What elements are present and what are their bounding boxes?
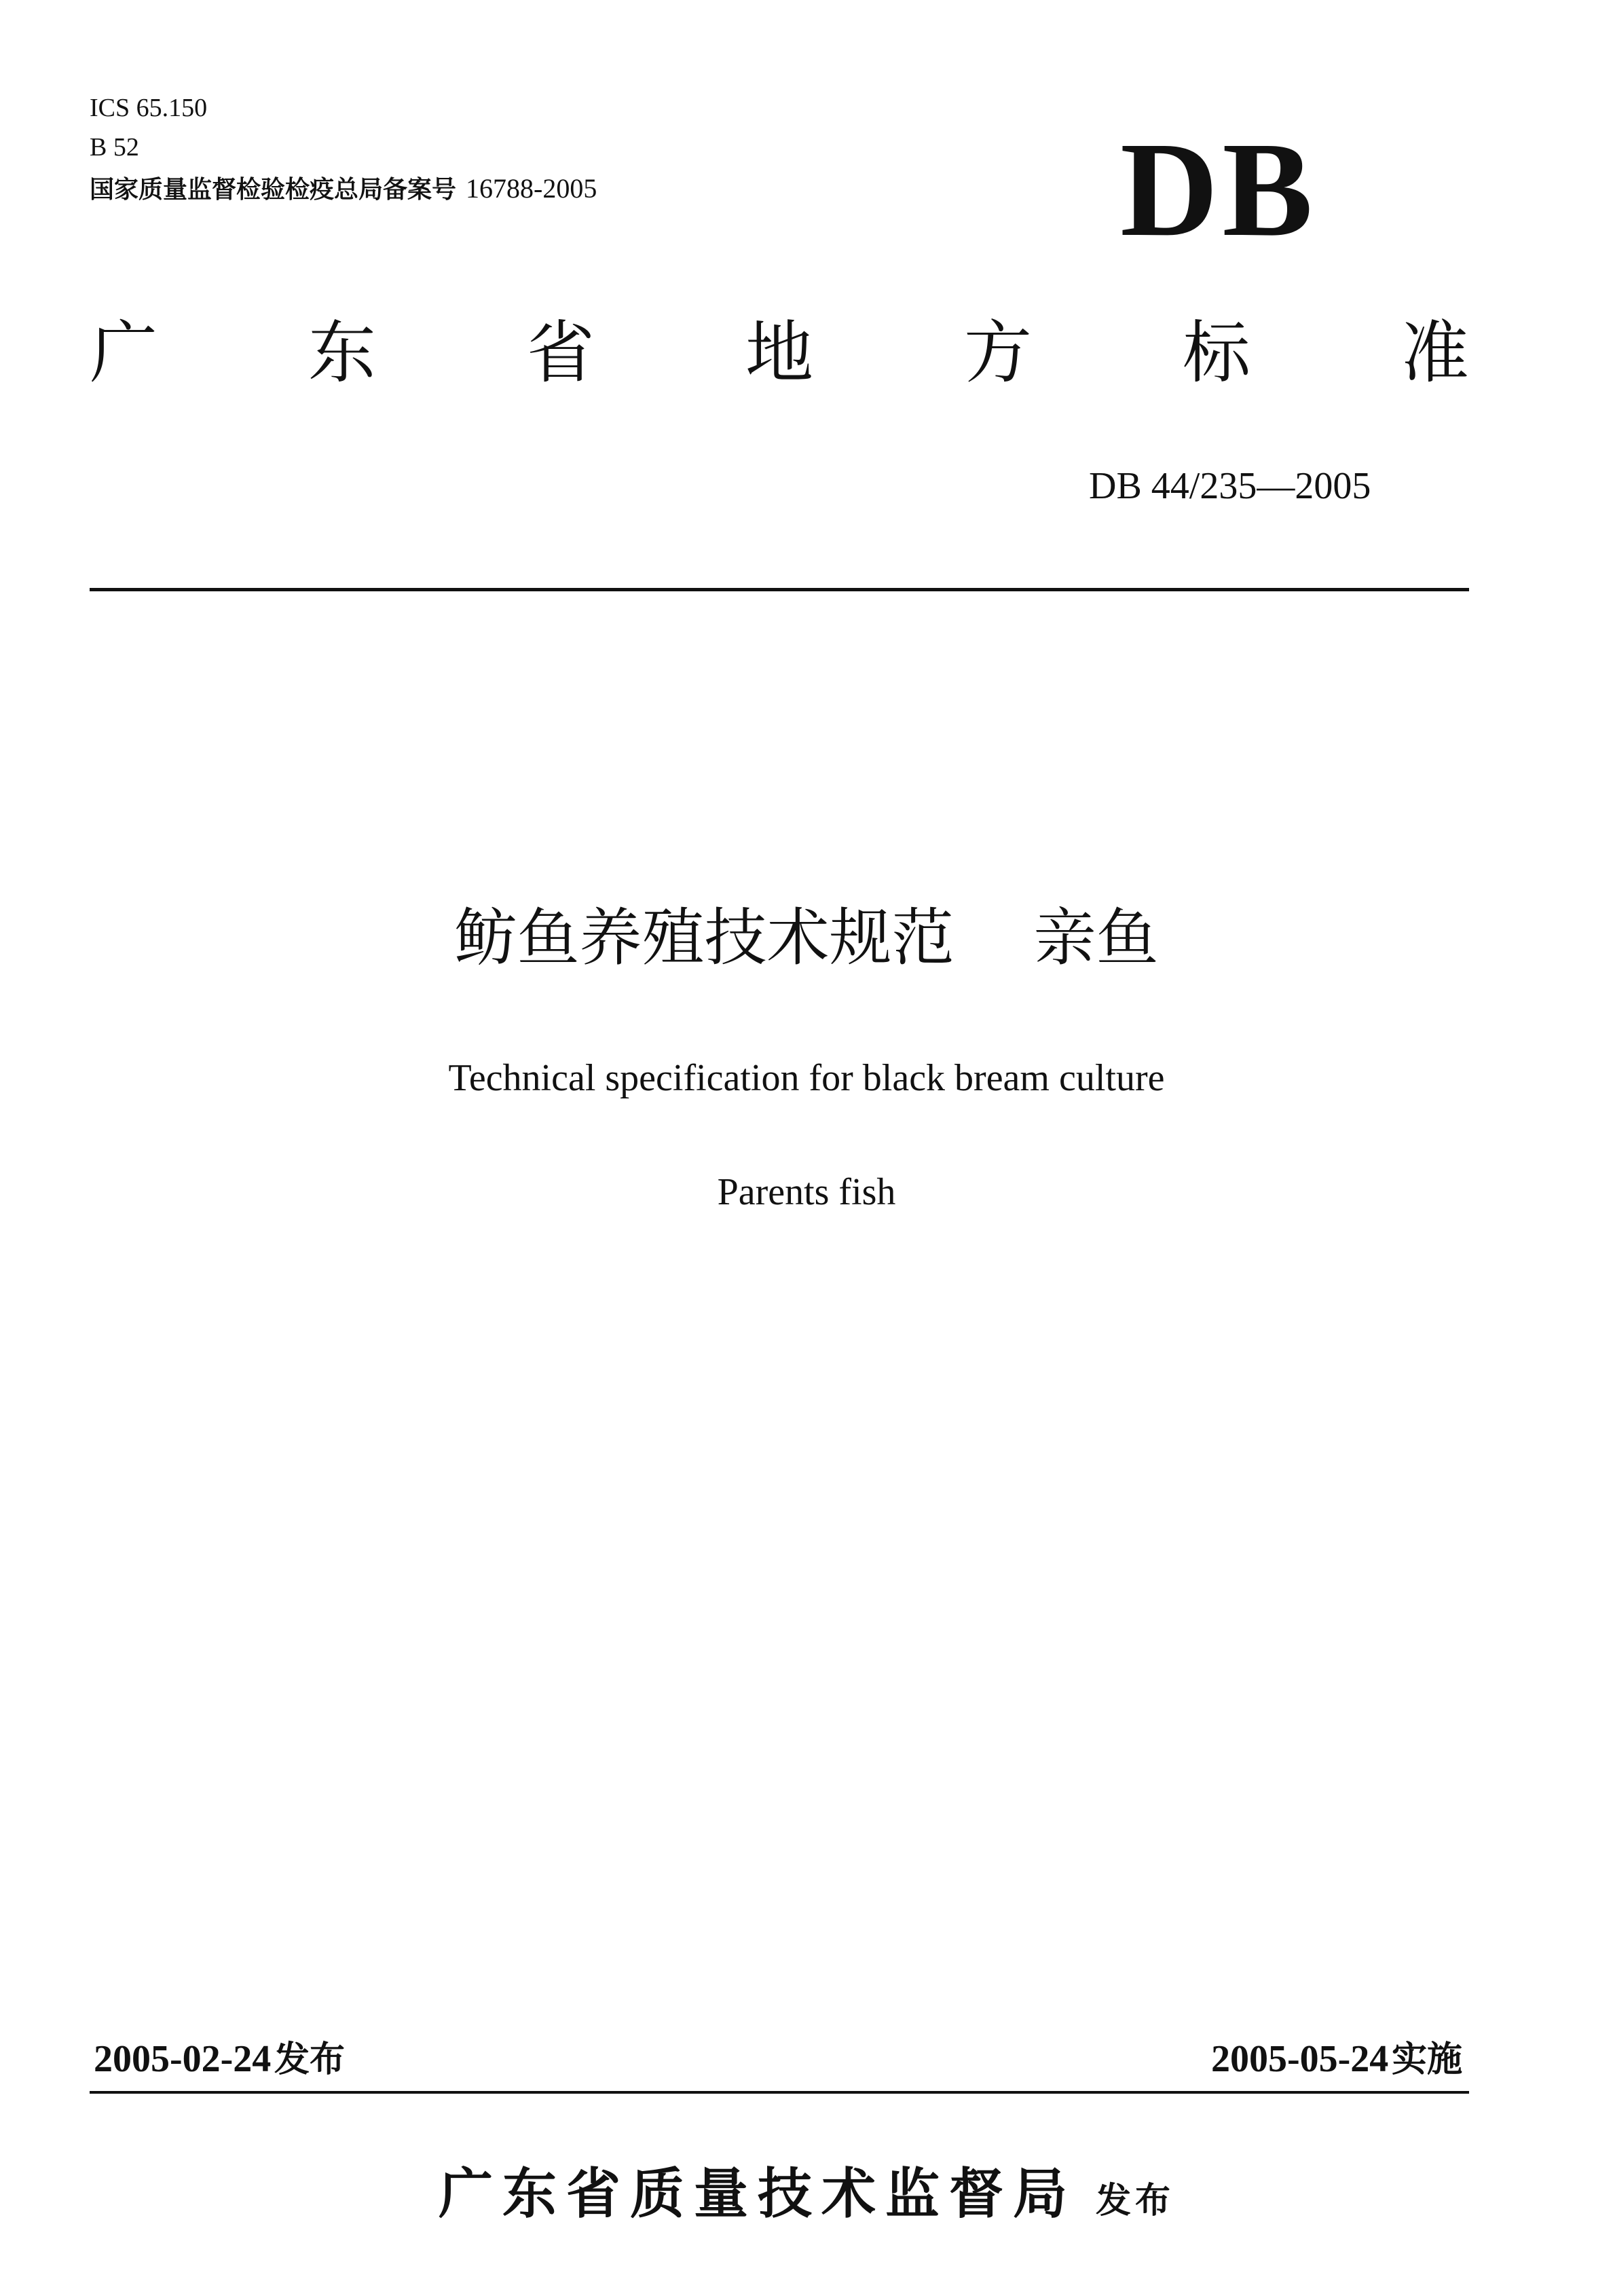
top-divider: [90, 588, 1469, 591]
bottom-divider: [90, 2091, 1469, 2094]
ics-code: ICS 65.150: [90, 94, 208, 122]
title-chinese: 鲂鱼养殖技术规范 亲鱼: [454, 902, 1159, 974]
issue-date: 2005-02-24: [94, 2038, 272, 2080]
title-english: Technical specification for black bream culture: [448, 1057, 1165, 1099]
implement-date: 2005-05-24: [1211, 2038, 1389, 2080]
subtitle-english: Parents fish: [717, 1171, 896, 1213]
implement-date-line: [1211, 2040, 1462, 2078]
publisher-line: [0, 2162, 1613, 2225]
issue-date-line: [94, 2040, 345, 2078]
publisher-org: 广东省质量技术监督局: [438, 2162, 1077, 2225]
standard-type-char: 准: [1401, 313, 1469, 392]
implement-label: 实施: [1391, 2039, 1462, 2080]
standard-type-char: 广: [90, 313, 157, 392]
standard-type-char: 省: [527, 313, 595, 392]
registration-line: [90, 175, 597, 202]
ccs-code: B 52: [90, 133, 139, 162]
standard-type-char: 地: [745, 313, 813, 392]
standard-type-char: 东: [308, 313, 376, 392]
standard-type-heading: [90, 313, 1469, 392]
registration-number: 16788-2005: [466, 173, 597, 204]
registration-label: 国家质量监督检验检疫总局备案号: [90, 176, 457, 204]
issue-label: 发布: [274, 2039, 345, 2080]
standard-type-char: 标: [1183, 313, 1250, 392]
db-logo: DB: [1120, 115, 1317, 265]
publisher-action: 发布: [1095, 2181, 1174, 2221]
standard-type-char: 方: [964, 313, 1032, 392]
standard-number: DB 44/235—2005: [1089, 465, 1371, 507]
